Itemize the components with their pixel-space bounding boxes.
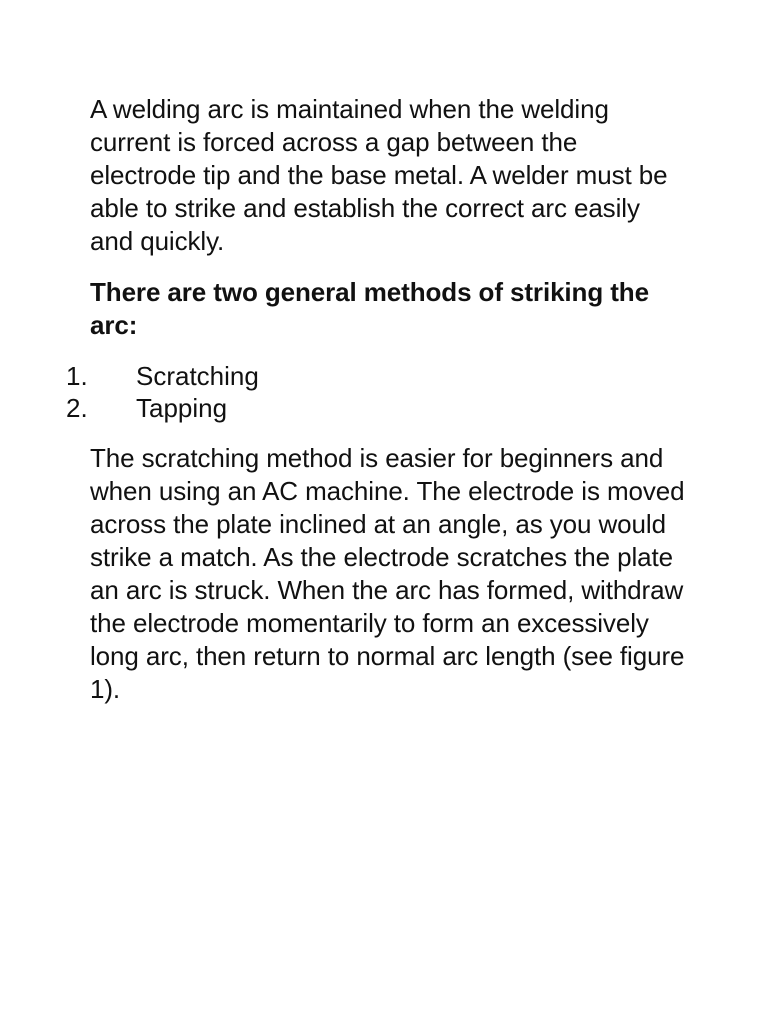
- list-item-label: Tapping: [136, 393, 228, 423]
- list-item-number: 2.: [66, 393, 88, 423]
- methods-heading: There are two general methods of striking the arc:: [90, 277, 649, 340]
- list-item: [66, 360, 259, 392]
- methods-list: [66, 360, 259, 424]
- list-item-number: 1.: [66, 361, 88, 391]
- scratching-paragraph: The scratching method is easier for beginners and when using an AC machine. The electrode is moved across the plate inclined at an angle, as you would strike a match. As the electrode scratches the plate an arc is struck. When the arc has formed, withdraw the electrode momentarily to form an excessively long arc, then return to normal arc length (see figure 1).: [90, 443, 685, 704]
- list-item-label: Scratching: [136, 361, 259, 391]
- list-item: [66, 392, 259, 424]
- intro-paragraph: A welding arc is maintained when the welding current is forced across a gap between the electrode tip and the base metal. A welder must be able to strike and establish the correct arc easily and quickly.: [90, 94, 668, 256]
